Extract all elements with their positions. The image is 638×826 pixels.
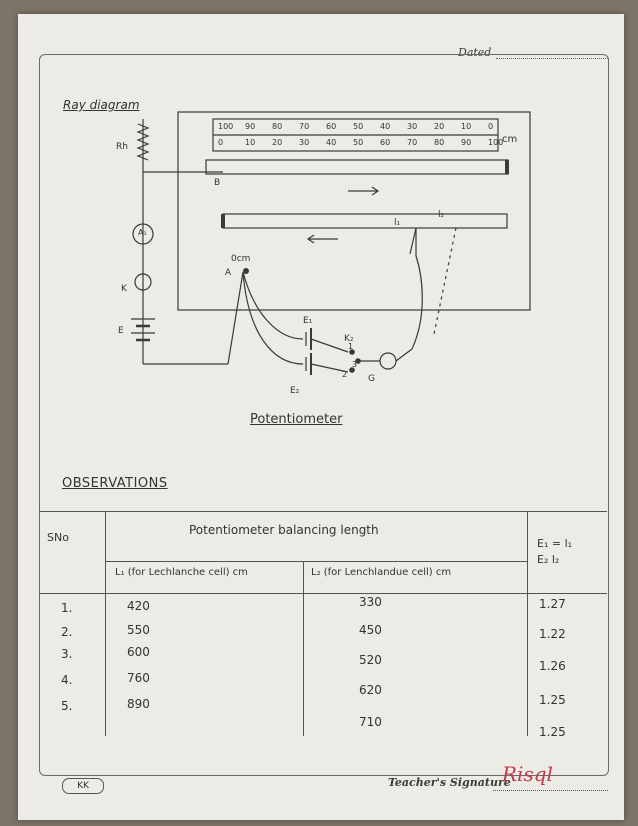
label-key-1: 1 [348, 342, 354, 351]
header-l1: L₁ (for Lechlanche cell) cm [115, 567, 248, 578]
cell-sno: 5. [61, 699, 73, 713]
header-ratio-top: E₁ = l₁ [537, 537, 573, 550]
scale-bottom-tick: 20 [272, 138, 283, 147]
cell-ratio: 1.25 [539, 725, 566, 739]
scale-top-tick: 80 [272, 122, 283, 131]
cell-sno: 2. [61, 625, 73, 639]
scale-bottom-tick: 100 [488, 138, 504, 147]
scale-bottom-tick: 90 [461, 138, 472, 147]
header-sno: SNo [47, 531, 69, 544]
label-l1: l₁ [394, 218, 401, 228]
cell-l1: 550 [127, 623, 150, 637]
scale-bottom-tick: 50 [353, 138, 364, 147]
scale-top-tick: 30 [407, 122, 418, 131]
cell-ratio: 1.25 [539, 693, 566, 707]
cell-l1: 890 [127, 697, 150, 711]
label-a: A [225, 268, 232, 278]
cell-l2: 450 [359, 623, 382, 637]
ray-diagram-title: Ray diagram [63, 98, 140, 112]
label-e2: E₂ [290, 386, 300, 396]
scale-top-tick: 60 [326, 122, 337, 131]
cell-l2: 330 [359, 595, 382, 609]
label-g: G [368, 374, 375, 384]
footer-box: KK [62, 778, 104, 794]
wire-top [206, 160, 508, 174]
rheostat [138, 124, 148, 160]
cell-l2: 620 [359, 683, 382, 697]
cell-l2: 520 [359, 653, 382, 667]
label-a1: A₁ [138, 228, 147, 237]
scale-top-tick: 0 [488, 122, 494, 131]
scale-bottom-tick: 10 [245, 138, 256, 147]
cell-ratio: 1.26 [539, 659, 566, 673]
scale-bottom-tick: 0 [218, 138, 224, 147]
cell-sno: 3. [61, 647, 73, 661]
label-e: E [118, 326, 124, 336]
cell-l1: 600 [127, 645, 150, 659]
teacher-signature-line [493, 790, 608, 791]
scale-bottom-tick: 60 [380, 138, 391, 147]
scale-bottom-tick: 40 [326, 138, 337, 147]
scale-top-tick: 40 [380, 122, 391, 131]
header-balancing-length: Potentiometer balancing length [189, 523, 379, 537]
label-key-3: 3 [352, 360, 358, 369]
cell-sno: 1. [61, 601, 73, 615]
teacher-signature-label: Teacher's Signature [388, 776, 511, 789]
galvanometer-g [380, 353, 396, 369]
label-k2: K₂ [344, 334, 354, 344]
cell-sno: 4. [61, 673, 73, 687]
label-key-2: 2 [342, 370, 348, 379]
scale-bottom-tick: 80 [434, 138, 445, 147]
label-e1: E₁ [303, 316, 313, 326]
label-k: K [121, 284, 127, 294]
header-ratio-bottom: E₂ l₂ [537, 553, 560, 566]
cell-l1: 760 [127, 671, 150, 685]
scale-top-tick: 90 [245, 122, 256, 131]
scale-top-tick: 70 [299, 122, 310, 131]
teacher-signature: Risql [502, 762, 553, 786]
observations-table [39, 511, 607, 739]
scale-top-tick: 10 [461, 122, 472, 131]
scale-bottom-tick: 70 [407, 138, 418, 147]
scale-top-tick: 100 [218, 122, 234, 131]
cell-l1: 420 [127, 599, 150, 613]
label-l2: l₂ [438, 210, 445, 220]
cell-ratio: 1.22 [539, 627, 566, 641]
header-l2: L₂ (for Lenchlandue cell) cm [311, 567, 452, 578]
label-rh: Rh [116, 142, 128, 152]
dated-label: Dated [458, 46, 492, 59]
cell-ratio: 1.27 [539, 597, 566, 611]
scale-bottom-tick: 30 [299, 138, 310, 147]
scale-top-tick: 20 [434, 122, 445, 131]
potentiometer-circuit-diagram [18, 14, 624, 474]
observations-title: OBSERVATIONS [62, 476, 168, 491]
scale-top-tick: 50 [353, 122, 364, 131]
label-zero-cm: 0cm [231, 254, 251, 264]
cell-l2: 710 [359, 715, 382, 729]
label-b: B [214, 178, 221, 188]
notebook-page [18, 14, 624, 820]
potentiometer-caption: Potentiometer [250, 412, 343, 427]
wire-middle [223, 214, 507, 228]
scale-unit: cm [502, 134, 518, 145]
